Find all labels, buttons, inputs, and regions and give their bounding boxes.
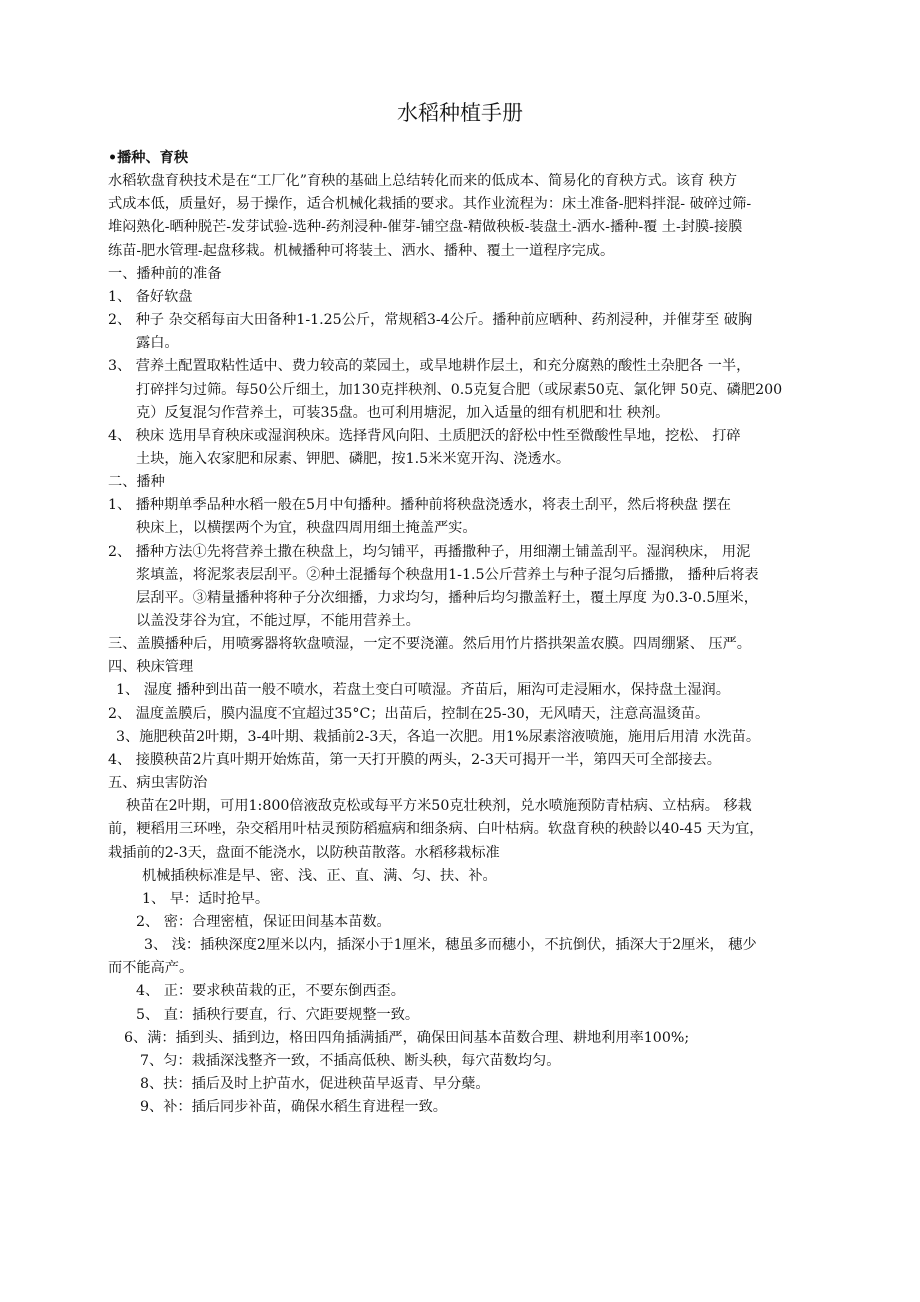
text-line: 7、匀：栽插深浅整齐一致，不插高低秧、断头秧，每穴苗数均匀。 [140, 1052, 561, 1069]
text-line: 练苗-肥水管理-起盘移栽。机械播种可将装土、洒水、播种、覆土一道程序完成。 [108, 242, 615, 259]
text-line: 水稻软盘育秧技术是在“工厂化”育秧的基础上总结转化而来的低成本、简易化的育秧方式。该育 秧方 [108, 173, 738, 190]
text-line: 1、 备好软盘 [108, 288, 193, 305]
text-line: 3、施肥秧苗2叶期，3-4叶期、栽插前2-3天，各追一次肥。用1%尿素溶液喷施，施用后用清 水洗苗。 [116, 728, 761, 745]
text-line: 3、 浅：插秧深度2厘米以内，插深小于1厘米，穗虽多而穗小，不抗倒伏，插深大于2厘米， 穗少 [144, 937, 757, 954]
text-line: 打碎拌匀过筛。每50公斤细土，加130克拌秧剂、0.5克复合肥（或尿素50克、氯化钾 50克、磷肥200 [136, 381, 783, 398]
text-line: 2、 温度盖膜后，膜内温度不宜超过35°C；出苗后，控制在25-30，无风晴天，注意高温烫苗。 [108, 705, 710, 722]
text-line: 三、盖膜播种后，用喷雾器将软盘喷湿，一定不要浇灌。然后用竹片搭拱架盖农膜。四周绷紧、 压严。 [108, 636, 751, 653]
text-line: 四、秧床管理 [108, 659, 194, 676]
text-line: 3、 营养土配置取粘性适中、费力较高的菜园土，或旱地耕作层土，和充分腐熟的酸性土杂肥各 一半， [108, 358, 751, 375]
text-line: 2、 种子 杂交稻每亩大田备种1-1.25公斤，常规稻3-4公斤。播种前应晒种、药剂浸种，并催芽至 破胸 [108, 312, 753, 328]
text-line: 层刮平。③精量播种将种子分次细播，力求均匀，播种后均匀撒盖籽土，覆土厚度 为0.3-0.5厘米， [136, 589, 758, 606]
text-line: 以盖没芽谷为宜，不能过厚，不能用营养土。 [136, 613, 420, 629]
text-line: 栽插前的2-3天，盘面不能浇水，以防秧苗散落。水稻移栽标准 [108, 844, 500, 861]
text-line: 2、 播种方法①先将营养土撒在秧盘上，均匀铺平，再播撒种子，用细潮土铺盖刮平。湿润秧床， 用泥 [108, 543, 751, 560]
text-line: 机械插秧标准是早、密、浅、正、直、满、匀、扶、补。 [142, 867, 497, 884]
text-line: 一、播种前的准备 [108, 265, 222, 282]
text-line: 而不能高产。 [108, 960, 194, 977]
text-line: 五、病虫害防治 [108, 775, 208, 791]
text-line: 克）反复混匀作营养土，可装35盘。也可利用塘泥，加入适量的细有机肥和壮 秧剂。 [136, 404, 670, 421]
text-line: 土块，施入农家肥和尿素、钾肥、磷肥，按1.5米米宽开沟、浇透水。 [136, 450, 571, 467]
text-line: 1、 湿度 播种到出苗一般不喷水，若盘土变白可喷湿。齐苗后，厢沟可走浸厢水，保持盘土湿润。 [116, 682, 730, 699]
text-line: 堆闷熟化-晒种脱芒-发芽试验-选种-药剂浸种-催芽-铺空盘-精做秧板-装盘土-洒水-播种-覆 土-封膜-接膜 [108, 219, 743, 236]
text-line: 秧苗在2叶期，可用1:800倍液敌克松或每平方米50克壮秧剂，兑水喷施预防青枯病、立枯病。 移栽 [126, 798, 752, 815]
text-line: 秧床上，以横摆两个为宜，秧盘四周用细土掩盖严实。 [136, 520, 477, 537]
text-line: 4、 秧床 选用旱育秧床或湿润秧床。选择背风向阳、土质肥沃的舒松中性至微酸性旱地，挖松、 打碎 [108, 427, 741, 444]
text-line: 浆填盖，将泥浆表层刮平。②种土混播每个秧盘用1-1.5公斤营养土与种子混匀后播撒， 播种后将表 [136, 566, 759, 583]
text-line: •播种、育秧 [108, 150, 189, 166]
text-line: 露白。 [136, 335, 179, 352]
text-line: 1、 早：适时抢早。 [142, 890, 270, 907]
text-line: 4、 正：要求秧苗栽的正，不要东倒西歪。 [136, 983, 405, 1000]
text-line: 4、 接膜秧苗2片真叶期开始炼苗，第一天打开膜的两头，2-3天可揭开一半，第四天可全部接去。 [108, 751, 721, 768]
text-line: 1、 播种期单季品种水稻一般在5月中旬播种。播种前将秧盘浇透水，将表土刮平，然后将秧盘 摆在 [108, 497, 731, 514]
text-line: 6、满：插到头、插到边，格田四角插满插严，确保田间基本苗数合理、耕地利用率100%; [124, 1029, 690, 1046]
text-line: 二、播种 [108, 474, 165, 491]
text-line: 2、 密：合理密植，保证田间基本苗数。 [136, 913, 391, 930]
text-line: 前，粳稻用三环唑，杂交稻用叶枯灵预防稻瘟病和细条病、白叶枯病。软盘育秧的秧龄以40-45 天为宜， [108, 821, 764, 838]
text-line: 9、补：插后同步补苗，确保水稻生育进程一致。 [140, 1099, 447, 1116]
document-title: 水稻种植手册 [397, 101, 523, 125]
text-line: 8、扶：插后及时上护苗水，促进秧苗早返青、早分蘖。 [140, 1076, 490, 1092]
text-line: 式成本低，质量好，易于操作，适合机械化栽插的要求。其作业流程为：床土准备-肥料拌混- 破碎过筛- [108, 196, 752, 213]
text-line: 5、 直：插秧行要直，行、穴距要规整一致。 [136, 1006, 420, 1023]
